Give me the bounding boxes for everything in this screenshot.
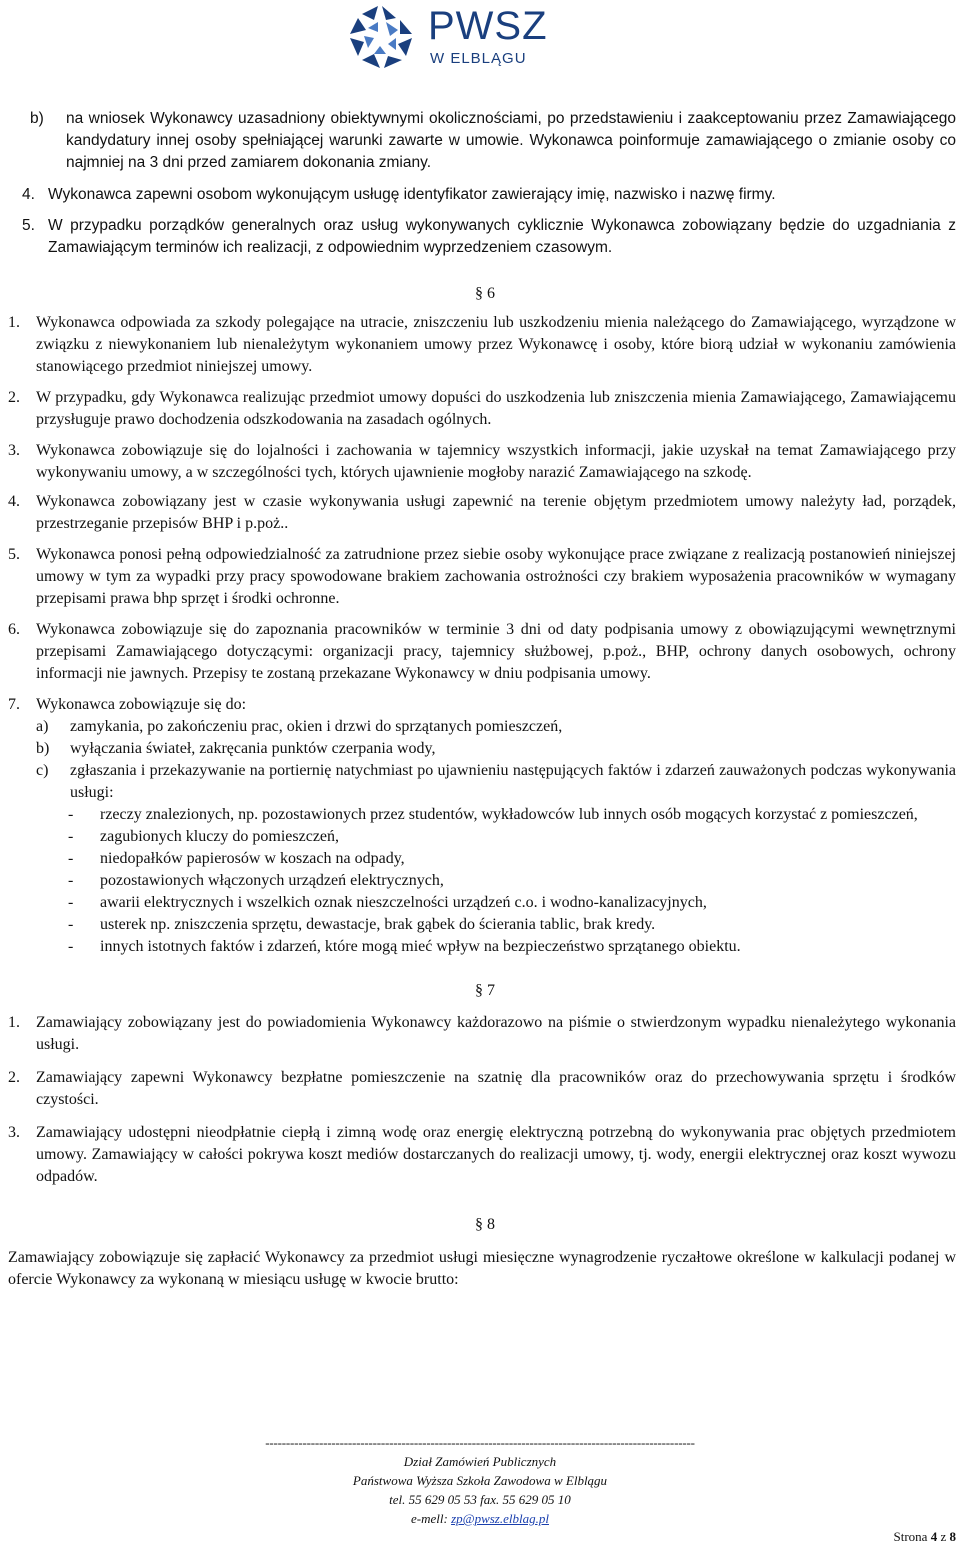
dash-item (68, 936, 956, 958)
dash-bullet: - (68, 894, 74, 911)
list-item-b (30, 108, 956, 174)
section-heading-8: § 8 (475, 1216, 495, 1233)
item-number: 5. (22, 217, 35, 234)
dash-bullet: - (68, 916, 74, 933)
item-text: Wykonawca odpowiada za szkody polegające na utracie, zniszczeniu lub uszkodzeniu mienia należącego do Zamawiającego, wyrządzone w związku z niewykonaniem lub nienależytym wykonaniem umowy przez Wykonawcę i osoby, które biorą udział w wykonaniu zamówienia stanowiącego przedmiot niniejszej umowy. (36, 314, 956, 375)
document-body (8, 108, 956, 1291)
list-item (8, 491, 956, 535)
item-number: 1. (8, 1014, 20, 1031)
dash-item (68, 892, 956, 914)
dash-item (68, 870, 956, 892)
item-text: Wykonawca ponosi pełną odpowiedzialność za zatrudnione przez siebie osoby wykonujące prace związane z realizacją postanowień niniejszej umowy w tym za wypadki przy pracy spowodowane brakiem zachowania ostrożności czy brakiem wyposażenia pracowników w wymagany przepisami prawa bhp sprzęt i środki ochronne. (36, 546, 956, 607)
footer-email-line (0, 1509, 960, 1528)
section-7-items (8, 1012, 956, 1188)
item-number: 5. (8, 546, 20, 563)
sub-item-b (36, 738, 956, 760)
list-item (8, 387, 956, 431)
dash-text: niedopałków papierosów w koszach na odpady, (100, 850, 405, 867)
dash-text: pozostawionych włączonych urządzeń elektrycznych, (100, 872, 444, 889)
sub-item-a (36, 716, 956, 738)
sub-text: wyłączania świateł, zakręcania punktów czerpania wody, (70, 740, 436, 757)
section-6-items (8, 312, 956, 958)
page-current: 4 (930, 1529, 938, 1544)
list-item (8, 619, 956, 685)
sub-label: c) (36, 762, 49, 779)
footer-phone: tel. 55 629 05 53 fax. 55 629 05 10 (389, 1492, 571, 1507)
item-number: 4. (22, 186, 35, 203)
footer-email-label: e-mell: (411, 1511, 452, 1526)
section-heading-6: § 6 (475, 285, 495, 302)
list-item (8, 1012, 956, 1056)
pwsz-logo (340, 4, 580, 70)
list-item (8, 544, 956, 610)
page-mid: z (937, 1529, 950, 1544)
item-text: Zamawiający udostępni nieodpłatnie ciepłą i zimną wodę oraz energię elektryczną potrzebną do wykonywania prac objętych przedmiotem umowy. Zamawiający w całości pokrywa koszt mediów dostarczanych do realizacji umowy, tj. wody, energii elektrycznej oraz koszt wywozu odpadów. (36, 1124, 956, 1185)
item-text: Zamawiający zapewni Wykonawcy bezpłatne pomieszczenie na szatnię dla pracowników oraz do przechowywania sprzętu i środków czystości. (36, 1069, 956, 1108)
item-number: 1. (8, 314, 20, 331)
dash-bullet: - (68, 850, 74, 867)
logo-subtitle: W ELBLĄGU (430, 50, 527, 67)
item-text: Wykonawca zobowiązuje się do lojalności i zachowania w tajemnicy wszystkich informacji, jakie uzyskał na temat Zamawiającego przy wykonywaniu umowy, a w szczególności tych, których ujawnienie mogłoby narazić Zamawiającego na szkodę. (36, 442, 956, 481)
dash-item (68, 848, 956, 870)
page-prefix: Strona (893, 1529, 931, 1544)
list-item (8, 312, 956, 378)
item-text: na wniosek Wykonawcy uzasadniony obiektywnymi okolicznościami, po przedstawieniu i zaakceptowaniu przez Zamawiającego kandydatury innej osoby spełniającej warunki zawarte w umowie. Wykonawca poinformuje zamawiającego o zmianie osoby co najmniej na 3 dni przed zamiarem dokonania zmiany. (66, 110, 956, 171)
sub-label: a) (36, 718, 49, 735)
dash-item (68, 914, 956, 936)
logo-title: PWSZ (428, 4, 548, 48)
sub-item-c (36, 760, 956, 804)
logo-emblem-icon (340, 4, 424, 70)
item-text: Wykonawca zapewni osobom wykonującym usługę identyfikator zawierający imię, nazwisko i nazwę firmy. (48, 186, 776, 203)
item-text: W przypadku porządków generalnych oraz usług wykonywanych cyklicznie Wykonawca zobowiązany będzie do uzgadniania z Zamawiającym terminów ich realizacji, z odpowiednim wyprzedzeniem czasowym. (48, 217, 956, 256)
list-item (8, 1067, 956, 1111)
footer-institution: Państwowa Wyższa Szkoła Zawodowa w Elblągu (352, 1473, 608, 1488)
dash-text: zagubionych kluczy do pomieszczeń, (100, 828, 340, 845)
item-number: 7. (8, 696, 20, 713)
item-label: b) (30, 110, 44, 127)
sub-label: b) (36, 740, 50, 757)
item-text: Wykonawca zobowiązuje się do: (36, 696, 247, 713)
section-heading-7: § 7 (475, 982, 495, 999)
item-number: 6. (8, 621, 20, 638)
dash-text: rzeczy znalezionych, np. pozostawionych przez studentów, wykładowców lub innych osób mogących korzystać z pomieszczeń, (100, 806, 918, 823)
page-number (894, 1529, 956, 1545)
footer-email-link[interactable]: zp@pwsz.elblag.pl (451, 1511, 549, 1526)
list-item-5 (22, 215, 956, 259)
footer-rule: -------------------------------------------------------------------------------------------------------- (265, 1435, 695, 1450)
page-total: 8 (949, 1529, 956, 1544)
section-8-text: Zamawiający zobowiązuje się zapłacić Wykonawcy za przedmiot usługi miesięczne wynagrodzenie ryczałtowe określone w kalkulacji podanej w ofercie Wykonawcy za wykonaną w miesiącu usługę w kwocie brutto: (8, 1249, 956, 1288)
list-item-4 (22, 184, 956, 206)
dash-text: innych istotnych faktów i zdarzeń, które mogą mieć wpływ na bezpieczeństwo sprzątanego obiektu. (100, 938, 741, 955)
list-item (8, 1122, 956, 1188)
dash-item (68, 826, 956, 848)
footer (0, 1433, 960, 1528)
footer-department: Dział Zamówień Publicznych (403, 1454, 557, 1469)
dash-bullet: - (68, 872, 74, 889)
dash-bullet: - (68, 806, 74, 823)
dash-text: usterek np. zniszczenia sprzętu, dewastacje, brak gąbek do ścierania tablic, brak kredy. (100, 916, 656, 933)
item-number: 2. (8, 1069, 20, 1086)
dash-bullet: - (68, 828, 74, 845)
item-number: 3. (8, 1124, 20, 1141)
dash-item (68, 804, 956, 826)
item-text: Wykonawca zobowiązany jest w czasie wykonywania usługi zapewnić na terenie objętym przedmiotem umowy należyty ład, porządek, przestrzeganie przepisów BHP i p.poż.. (36, 493, 956, 532)
item-number: 2. (8, 389, 20, 406)
list-item-7 (8, 694, 956, 716)
sub-text: zgłaszania i przekazywanie na portiernię natychmiast po ujawnieniu następujących faktów i zdarzeń zauważonych podczas wykonywania usługi: (70, 762, 956, 801)
dash-bullet: - (68, 938, 74, 955)
sub-text: zamykania, po zakończeniu prac, okien i drzwi do sprzątanych pomieszczeń, (70, 718, 563, 735)
item-text: Zamawiający zobowiązany jest do powiadomienia Wykonawcy każdorazowo na piśmie o stwierdzonym wypadku nienależytego wykonania usługi. (36, 1014, 956, 1053)
item-text: Wykonawca zobowiązuje się do zapoznania pracowników w terminie 3 dni od daty podpisania umowy z obowiązującymi wewnętrznymi przepisami Zamawiającego dotyczącymi: organizacji pracy, tajemnicy służbowej, p.poż., BHP, ochrony danych osobowych, ochrony informacji nie jawnych. Przepisy te zostaną przekazane Wykonawcy w dniu podpisania umowy. (36, 621, 956, 682)
item-text: W przypadku, gdy Wykonawca realizując przedmiot umowy dopuści do uszkodzenia lub zniszczenia mienia Zamawiającego, Zamawiającemu przysługuje prawo dochodzenia odszkodowania na zasadach ogólnych. (36, 389, 956, 428)
list-item (8, 440, 956, 484)
item-number: 3. (8, 442, 20, 459)
item-number: 4. (8, 493, 20, 510)
dash-text: awarii elektrycznych i wszelkich oznak nieszczelności urządzeń c.o. i wodno-kanalizacyjnych, (100, 894, 707, 911)
